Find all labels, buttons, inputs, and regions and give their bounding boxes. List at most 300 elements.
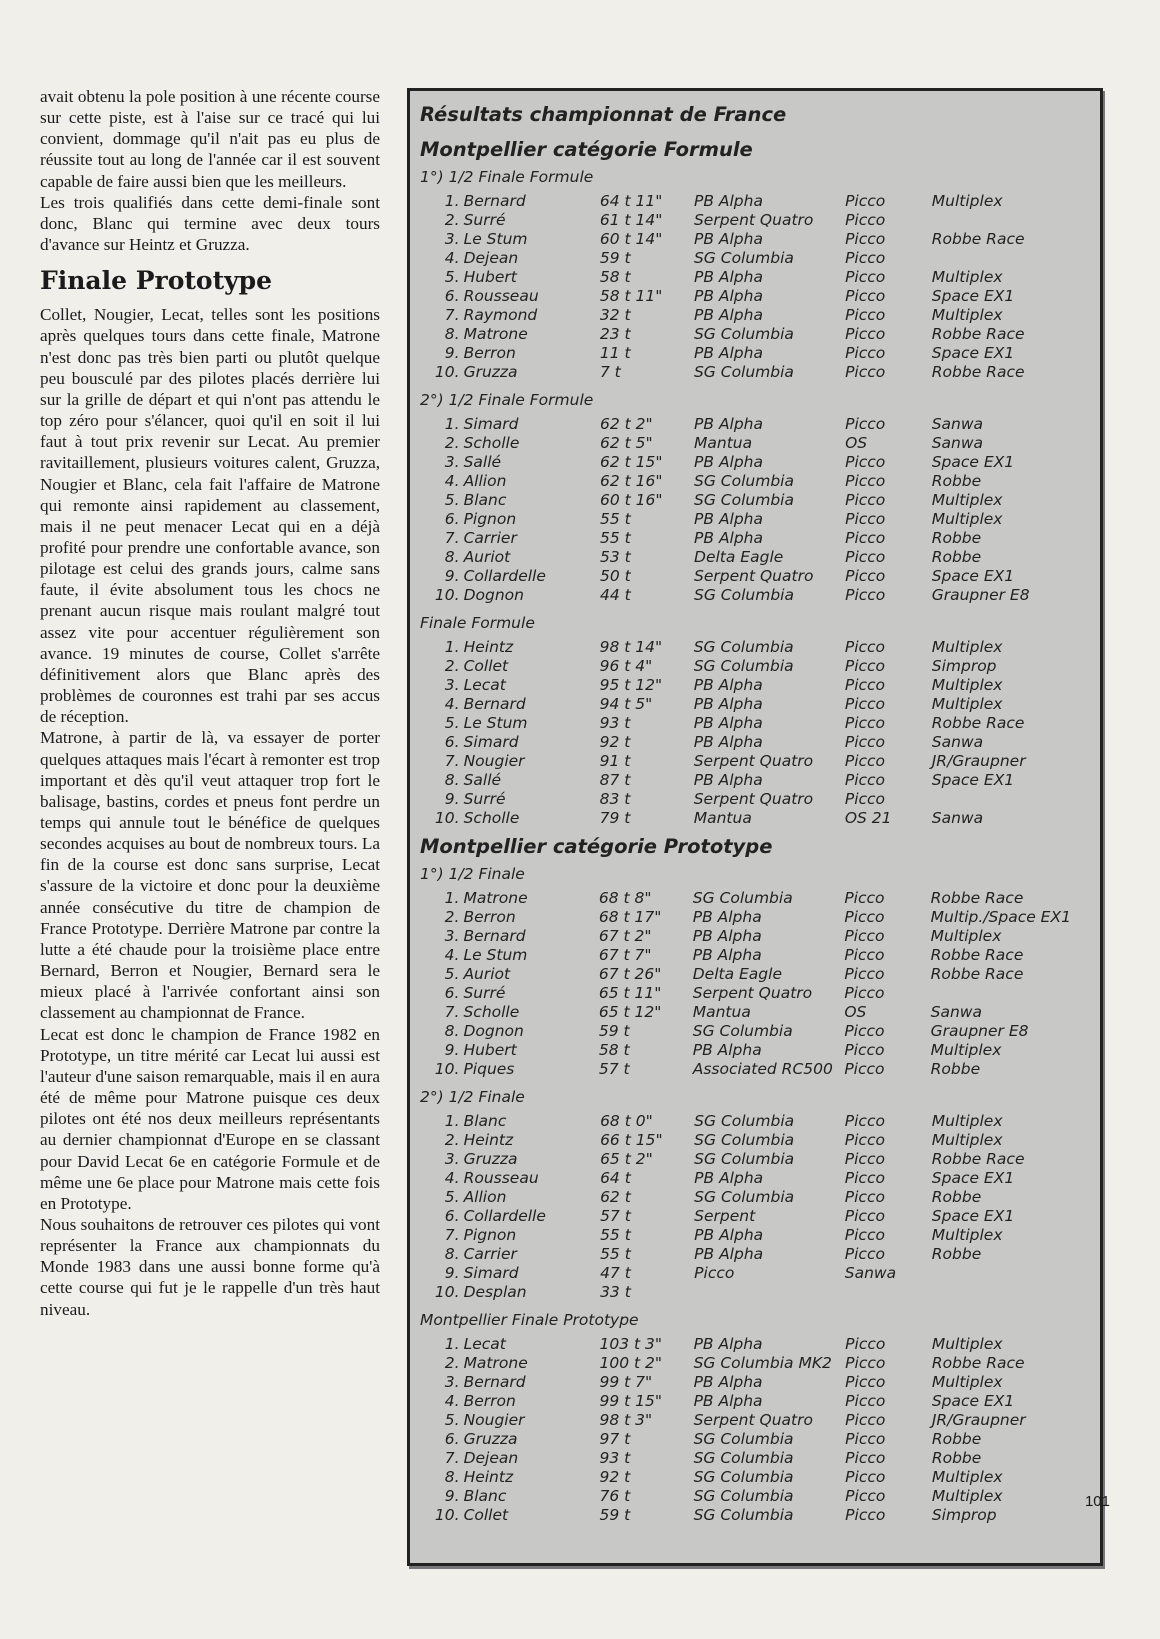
engine-cell: Picco xyxy=(845,529,886,547)
driver-cell: Collardelle xyxy=(463,567,546,585)
engine-cell: Picco xyxy=(845,268,886,286)
table-row xyxy=(420,946,1090,965)
table-row xyxy=(420,249,1090,268)
table-row xyxy=(420,1188,1090,1207)
laps-cell: 100 t 2" xyxy=(599,1354,662,1372)
table-row xyxy=(420,809,1090,828)
table-row xyxy=(420,733,1090,752)
chassis-cell: Associated RC500 xyxy=(692,1060,833,1078)
radio-cell: Robbe Race xyxy=(931,1150,1025,1168)
chassis-cell: PB Alpha xyxy=(694,1226,764,1244)
table-row xyxy=(420,908,1090,927)
laps-cell: 7 t xyxy=(599,363,621,381)
laps-cell: 62 t 2" xyxy=(599,415,653,433)
rank-cell: 4. xyxy=(444,695,460,713)
laps-cell: 33 t xyxy=(600,1283,631,1301)
table-row xyxy=(420,1131,1090,1150)
rank-cell: 10. xyxy=(434,809,460,827)
radio-cell: Robbe Race xyxy=(930,946,1024,964)
table-row xyxy=(420,1449,1090,1468)
table-row xyxy=(420,752,1090,771)
table-row xyxy=(420,1354,1090,1373)
table-row xyxy=(420,1041,1090,1060)
table-row xyxy=(420,790,1090,809)
laps-cell: 96 t 4" xyxy=(599,657,653,675)
rank-cell: 7. xyxy=(444,1449,460,1467)
laps-cell: 99 t 7" xyxy=(599,1373,653,1391)
chassis-cell: SG Columbia xyxy=(694,491,794,509)
engine-cell: Picco xyxy=(844,790,886,808)
results-table xyxy=(420,638,1090,828)
laps-cell: 99 t 15" xyxy=(599,1392,662,1410)
rank-cell: 2. xyxy=(444,908,460,926)
rank-cell: 2. xyxy=(444,657,460,675)
chassis-cell: Delta Eagle xyxy=(694,548,784,566)
table-row xyxy=(420,287,1090,306)
laps-cell: 57 t xyxy=(598,1060,630,1078)
rank-cell: 4. xyxy=(444,249,460,267)
driver-cell: Gruzza xyxy=(463,1430,518,1448)
driver-cell: Blanc xyxy=(463,1487,507,1505)
driver-cell: Simard xyxy=(463,415,519,433)
rank-cell: 3. xyxy=(444,453,460,471)
rank-cell: 1. xyxy=(444,1112,460,1130)
driver-cell: Gruzza xyxy=(463,363,518,381)
table-row xyxy=(420,1022,1090,1041)
rank-cell: 10. xyxy=(434,1060,460,1078)
table-row xyxy=(420,306,1090,325)
rank-cell: 1. xyxy=(444,1335,460,1353)
radio-cell: Robbe xyxy=(931,1188,982,1206)
chassis-cell: SG Columbia xyxy=(693,1430,794,1448)
chassis-cell: SG Columbia xyxy=(693,657,794,675)
engine-cell: Picco xyxy=(845,230,886,248)
driver-cell: Heintz xyxy=(463,1131,514,1149)
driver-cell: Le Stum xyxy=(463,946,528,964)
engine-cell: Picco xyxy=(844,752,886,770)
laps-cell: 47 t xyxy=(600,1264,631,1282)
radio-cell: Sanwa xyxy=(931,733,984,751)
radio-cell: Sanwa xyxy=(931,434,984,452)
rank-cell: 6. xyxy=(444,1430,460,1448)
rank-cell: 3. xyxy=(444,927,460,945)
driver-cell: Dognon xyxy=(463,1022,524,1040)
laps-cell: 11 t xyxy=(599,344,631,362)
laps-cell: 64 t xyxy=(600,1169,631,1187)
driver-cell: Scholle xyxy=(463,809,520,827)
driver-cell: Blanc xyxy=(463,1112,507,1130)
chassis-cell: Serpent Quatro xyxy=(693,211,814,229)
chassis-cell: Delta Eagle xyxy=(692,965,782,983)
driver-cell: Matrone xyxy=(463,889,528,907)
rank-cell: 2. xyxy=(444,1354,460,1372)
table-row xyxy=(420,965,1090,984)
radio-cell: Multiplex xyxy=(931,1335,1003,1353)
driver-cell: Piques xyxy=(463,1060,515,1078)
chassis-cell: SG Columbia xyxy=(692,889,793,907)
rank-cell: 4. xyxy=(444,472,460,490)
engine-cell: Picco xyxy=(844,889,885,907)
driver-cell: Dejean xyxy=(463,249,519,267)
radio-cell: Multiplex xyxy=(930,1041,1002,1059)
laps-cell: 59 t xyxy=(598,1022,630,1040)
driver-cell: Lecat xyxy=(463,676,506,694)
chassis-cell: Serpent Quatro xyxy=(694,567,814,585)
table-row xyxy=(420,1169,1090,1188)
chassis-cell: SG Columbia xyxy=(693,1449,794,1467)
table-row xyxy=(420,472,1090,491)
laps-cell: 53 t xyxy=(599,548,631,566)
engine-cell: Picco xyxy=(845,472,886,490)
chassis-cell: Mantua xyxy=(693,809,752,827)
driver-cell: Bernard xyxy=(463,695,526,713)
laps-cell: 97 t xyxy=(599,1430,631,1448)
engine-cell: Picco xyxy=(844,1041,885,1059)
laps-cell: 83 t xyxy=(599,790,631,808)
engine-cell: Picco xyxy=(844,927,885,945)
laps-cell: 92 t xyxy=(599,1468,631,1486)
chassis-cell: PB Alpha xyxy=(693,344,763,362)
driver-cell: Le Stum xyxy=(463,230,528,248)
category-formule-title: Montpellier catégorie Formule xyxy=(420,138,753,161)
engine-cell: Picco xyxy=(845,1487,886,1505)
laps-cell: 67 t 26" xyxy=(598,965,662,983)
chassis-cell: Serpent Quatro xyxy=(693,790,814,808)
engine-cell: Picco xyxy=(844,771,886,789)
engine-cell: OS xyxy=(844,1003,867,1021)
engine-cell: Picco xyxy=(845,325,886,343)
radio-cell: Sanwa xyxy=(931,809,984,827)
table-row xyxy=(420,1430,1090,1449)
engine-cell: Picco xyxy=(845,1335,886,1353)
laps-cell: 68 t 0" xyxy=(600,1112,653,1130)
radio-cell: Multiplex xyxy=(931,1131,1003,1149)
results-table xyxy=(420,192,1090,382)
laps-cell: 93 t xyxy=(599,714,631,732)
radio-cell: Space EX1 xyxy=(931,344,1015,362)
radio-cell: Graupner E8 xyxy=(931,586,1030,604)
laps-cell: 65 t 2" xyxy=(600,1150,653,1168)
radio-cell: Robbe Race xyxy=(930,889,1024,907)
chassis-cell: Mantua xyxy=(694,434,753,452)
driver-cell: Allion xyxy=(463,1188,507,1206)
engine-cell: Picco xyxy=(844,908,885,926)
article-column xyxy=(40,86,380,1320)
laps-cell: 91 t xyxy=(599,752,631,770)
rank-cell: 6. xyxy=(444,984,460,1002)
laps-cell: 58 t xyxy=(599,268,631,286)
driver-cell: Sallé xyxy=(463,771,502,789)
rank-cell: 9. xyxy=(444,1264,460,1282)
laps-cell: 65 t 12" xyxy=(598,1003,662,1021)
radio-cell xyxy=(932,211,1090,230)
driver-cell: Simard xyxy=(463,1264,519,1282)
chassis-cell: SG Columbia xyxy=(693,638,794,656)
table-row xyxy=(420,1392,1090,1411)
table-row xyxy=(420,1487,1090,1506)
paragraph-intro: avait obtenu la pole position à une récente course sur cette piste, est à l'aise sur ce tracé qui lui convient, dommage qu'il n'ait pas eu plus de réussite tout au long de l'année car il est souvent capable de faire aussi bien que les meilleurs. xyxy=(40,87,380,191)
table-row xyxy=(420,1245,1090,1264)
engine-cell: Picco xyxy=(844,676,886,694)
table-row xyxy=(420,567,1090,586)
radio-cell: Multiplex xyxy=(931,510,1003,528)
rank-cell: 1. xyxy=(444,415,460,433)
engine-cell: Picco xyxy=(844,1150,885,1168)
laps-cell: 61 t 14" xyxy=(599,211,663,229)
engine-cell: Picco xyxy=(845,548,886,566)
chassis-cell xyxy=(694,1283,845,1302)
rank-cell: 7. xyxy=(444,1003,460,1021)
radio-cell xyxy=(931,984,1090,1003)
chassis-cell: Serpent xyxy=(694,1207,756,1225)
radio-cell: Multiplex xyxy=(931,1226,1003,1244)
radio-cell: Sanwa xyxy=(930,1003,982,1021)
radio-cell: Robbe xyxy=(931,1430,982,1448)
engine-cell: Picco xyxy=(845,415,886,433)
engine-cell: OS 21 xyxy=(844,809,892,827)
driver-cell: Lecat xyxy=(463,1335,506,1353)
driver-cell: Collet xyxy=(463,657,509,675)
engine-cell: Picco xyxy=(845,567,886,585)
laps-cell: 60 t 14" xyxy=(599,230,663,248)
rank-cell: 8. xyxy=(444,548,460,566)
chassis-cell: PB Alpha xyxy=(693,733,763,751)
chassis-cell: Serpent Quatro xyxy=(693,752,814,770)
laps-cell: 59 t xyxy=(599,1506,631,1524)
chassis-cell: SG Columbia xyxy=(694,1150,795,1168)
driver-cell: Berron xyxy=(463,1392,516,1410)
rank-cell: 6. xyxy=(444,287,460,305)
engine-cell: Picco xyxy=(845,192,886,210)
rank-cell: 6. xyxy=(444,510,460,528)
driver-cell: Bernard xyxy=(463,192,526,210)
driver-cell: Surré xyxy=(463,984,506,1002)
radio-cell: Robbe Race xyxy=(931,325,1025,343)
radio-cell: Robbe Race xyxy=(931,1354,1025,1372)
rank-cell: 2. xyxy=(444,211,460,229)
table-row xyxy=(420,771,1090,790)
rank-cell: 5. xyxy=(444,965,460,983)
rank-cell: 5. xyxy=(444,1188,460,1206)
chassis-cell: PB Alpha xyxy=(694,1245,764,1263)
table-row xyxy=(420,638,1090,657)
chassis-cell: PB Alpha xyxy=(694,453,764,471)
table-row xyxy=(420,363,1090,382)
laps-cell: 94 t 5" xyxy=(599,695,653,713)
engine-cell: Picco xyxy=(845,510,886,528)
laps-cell: 57 t xyxy=(600,1207,631,1225)
radio-cell: Multiplex xyxy=(931,192,1003,210)
section-title: 2°) 1/2 Finale xyxy=(420,1088,525,1106)
chassis-cell: PB Alpha xyxy=(694,415,764,433)
driver-cell: Bernard xyxy=(463,927,526,945)
driver-cell: Simard xyxy=(463,733,519,751)
table-row xyxy=(420,1283,1090,1302)
driver-cell: Carrier xyxy=(463,529,517,547)
rank-cell: 1. xyxy=(444,889,460,907)
rank-cell: 8. xyxy=(444,325,460,343)
radio-cell: Graupner E8 xyxy=(930,1022,1029,1040)
rank-cell: 2. xyxy=(444,434,460,452)
rank-cell: 7. xyxy=(444,306,460,324)
rank-cell: 3. xyxy=(444,676,460,694)
table-row xyxy=(420,510,1090,529)
radio-cell: Multip./Space EX1 xyxy=(930,908,1071,926)
chassis-cell: PB Alpha xyxy=(693,287,763,305)
chassis-cell: PB Alpha xyxy=(693,268,763,286)
page-number: 101 xyxy=(1084,1493,1110,1510)
radio-cell xyxy=(932,1264,1090,1283)
laps-cell: 23 t xyxy=(599,325,631,343)
radio-cell: Space EX1 xyxy=(931,1169,1015,1187)
radio-cell: Simprop xyxy=(931,1506,997,1524)
laps-cell: 50 t xyxy=(599,567,631,585)
table-row xyxy=(420,1373,1090,1392)
chassis-cell: PB Alpha xyxy=(693,1373,763,1391)
engine-cell: Picco xyxy=(845,344,886,362)
laps-cell: 68 t 17" xyxy=(598,908,662,926)
driver-cell: Hubert xyxy=(463,268,517,286)
table-row xyxy=(420,1468,1090,1487)
rank-cell: 5. xyxy=(444,491,460,509)
table-row xyxy=(420,453,1090,472)
chassis-cell: PB Alpha xyxy=(693,771,763,789)
table-row xyxy=(420,548,1090,567)
section-title: 2°) 1/2 Finale Formule xyxy=(420,391,594,409)
driver-cell: Le Stum xyxy=(463,714,528,732)
rank-cell: 3. xyxy=(444,1373,460,1391)
driver-cell: Matrone xyxy=(463,325,528,343)
rank-cell: 10. xyxy=(434,1283,460,1301)
rank-cell: 3. xyxy=(444,230,460,248)
engine-cell: Picco xyxy=(845,1449,886,1467)
radio-cell: Robbe xyxy=(931,1245,982,1263)
engine-cell: Picco xyxy=(844,965,885,983)
engine-cell xyxy=(845,1283,932,1302)
chassis-cell: PB Alpha xyxy=(693,1392,763,1410)
section-title: 1°) 1/2 Finale xyxy=(420,865,525,883)
chassis-cell: Mantua xyxy=(692,1003,751,1021)
section-title: 1°) 1/2 Finale Formule xyxy=(420,168,594,186)
driver-cell: Surré xyxy=(463,211,506,229)
driver-cell: Heintz xyxy=(463,638,514,656)
laps-cell: 32 t xyxy=(599,306,631,324)
section-title: Montpellier Finale Prototype xyxy=(420,1311,639,1329)
radio-cell xyxy=(932,1283,1090,1302)
laps-cell: 44 t xyxy=(599,586,631,604)
engine-cell: Picco xyxy=(845,1354,886,1372)
driver-cell: Dognon xyxy=(463,586,524,604)
radio-cell: Space EX1 xyxy=(931,771,1015,789)
chassis-cell: PB Alpha xyxy=(693,695,763,713)
paragraph-closing: Nous souhaitons de retrouver ces pilotes qui vont représenter la France aux championnats du Monde 1983 dans une aussi bonne forme qu'à cette course qui fut je le rappelle d'un très haut niveau. xyxy=(40,1214,380,1319)
driver-cell: Sallé xyxy=(463,453,502,471)
table-row xyxy=(420,344,1090,363)
driver-cell: Gruzza xyxy=(463,1150,518,1168)
chassis-cell: SG Columbia xyxy=(694,586,794,604)
engine-cell: Picco xyxy=(845,586,886,604)
table-row xyxy=(420,268,1090,287)
rank-cell: 5. xyxy=(444,714,460,732)
chassis-cell: PB Alpha xyxy=(693,676,763,694)
results-table xyxy=(420,889,1090,1079)
table-row xyxy=(420,1264,1090,1283)
table-row xyxy=(420,714,1090,733)
chassis-cell: SG Columbia MK2 xyxy=(693,1354,832,1372)
radio-cell: Robbe xyxy=(930,1060,981,1078)
engine-cell: Picco xyxy=(845,491,886,509)
radio-cell: Space EX1 xyxy=(931,567,1015,585)
chassis-cell: SG Columbia xyxy=(693,363,794,381)
table-row xyxy=(420,1335,1090,1354)
chassis-cell: PB Alpha xyxy=(694,510,764,528)
engine-cell: Picco xyxy=(844,1188,885,1206)
driver-cell: Dejean xyxy=(463,1449,519,1467)
chassis-cell: SG Columbia xyxy=(693,325,794,343)
laps-cell: 55 t xyxy=(600,1226,631,1244)
paragraph-champion: Lecat est donc le champion de France 1982 en Prototype, un titre mérité car Lecat lui aussi est l'auteur d'une saison remarquable, mais il en aura été de même pour Matrone puisque ces deux pilotes ont été nos deux meilleurs représentants au dernier championnat d'Europe en se classant pour David Lecat 6e en catégorie Formule et de même une 6e place pour Matrone mais cette fois en Prototype. xyxy=(40,1024,380,1213)
driver-cell: Carrier xyxy=(463,1245,517,1263)
chassis-cell: PB Alpha xyxy=(693,1335,763,1353)
rank-cell: 4. xyxy=(444,1169,460,1187)
rank-cell: 7. xyxy=(444,529,460,547)
rank-cell: 6. xyxy=(444,1207,460,1225)
laps-cell: 79 t xyxy=(599,809,631,827)
driver-cell: Collardelle xyxy=(463,1207,546,1225)
radio-cell: Multiplex xyxy=(931,1487,1003,1505)
radio-cell: Multiplex xyxy=(931,676,1003,694)
table-row xyxy=(420,889,1090,908)
table-row xyxy=(420,434,1090,453)
results-table xyxy=(420,1112,1090,1302)
laps-cell: 103 t 3" xyxy=(599,1335,662,1353)
driver-cell: Raymond xyxy=(463,306,538,324)
driver-cell: Heintz xyxy=(463,1468,514,1486)
laps-cell: 55 t xyxy=(600,1245,631,1263)
rank-cell: 9. xyxy=(444,790,460,808)
driver-cell: Auriot xyxy=(463,965,511,983)
radio-cell: Space EX1 xyxy=(931,1207,1015,1225)
driver-cell: Hubert xyxy=(463,1041,517,1059)
rank-cell: 9. xyxy=(444,567,460,585)
chassis-cell: SG Columbia xyxy=(693,1468,794,1486)
table-row xyxy=(420,1226,1090,1245)
table-row xyxy=(420,192,1090,211)
section-heading-finale: Finale Prototype xyxy=(40,266,273,296)
rank-cell: 8. xyxy=(444,771,460,789)
radio-cell: Multiplex xyxy=(931,1112,1003,1130)
laps-cell: 87 t xyxy=(599,771,631,789)
radio-cell: Multiplex xyxy=(930,927,1002,945)
engine-cell: Picco xyxy=(844,1060,885,1078)
rank-cell: 4. xyxy=(444,1392,460,1410)
laps-cell: 67 t 2" xyxy=(598,927,652,945)
engine-cell: Picco xyxy=(844,1207,885,1225)
laps-cell: 58 t xyxy=(598,1041,630,1059)
engine-cell: Picco xyxy=(844,714,886,732)
laps-cell: 55 t xyxy=(599,529,631,547)
driver-cell: Allion xyxy=(463,472,507,490)
engine-cell: Picco xyxy=(845,249,886,267)
laps-cell: 62 t xyxy=(600,1188,631,1206)
driver-cell: Surré xyxy=(463,790,506,808)
chassis-cell: PB Alpha xyxy=(692,1041,762,1059)
laps-cell: 62 t 15" xyxy=(599,453,663,471)
engine-cell: Picco xyxy=(845,363,886,381)
radio-cell: Robbe xyxy=(931,1449,982,1467)
radio-cell: Multiplex xyxy=(931,1468,1003,1486)
engine-cell: Picco xyxy=(844,1169,885,1187)
